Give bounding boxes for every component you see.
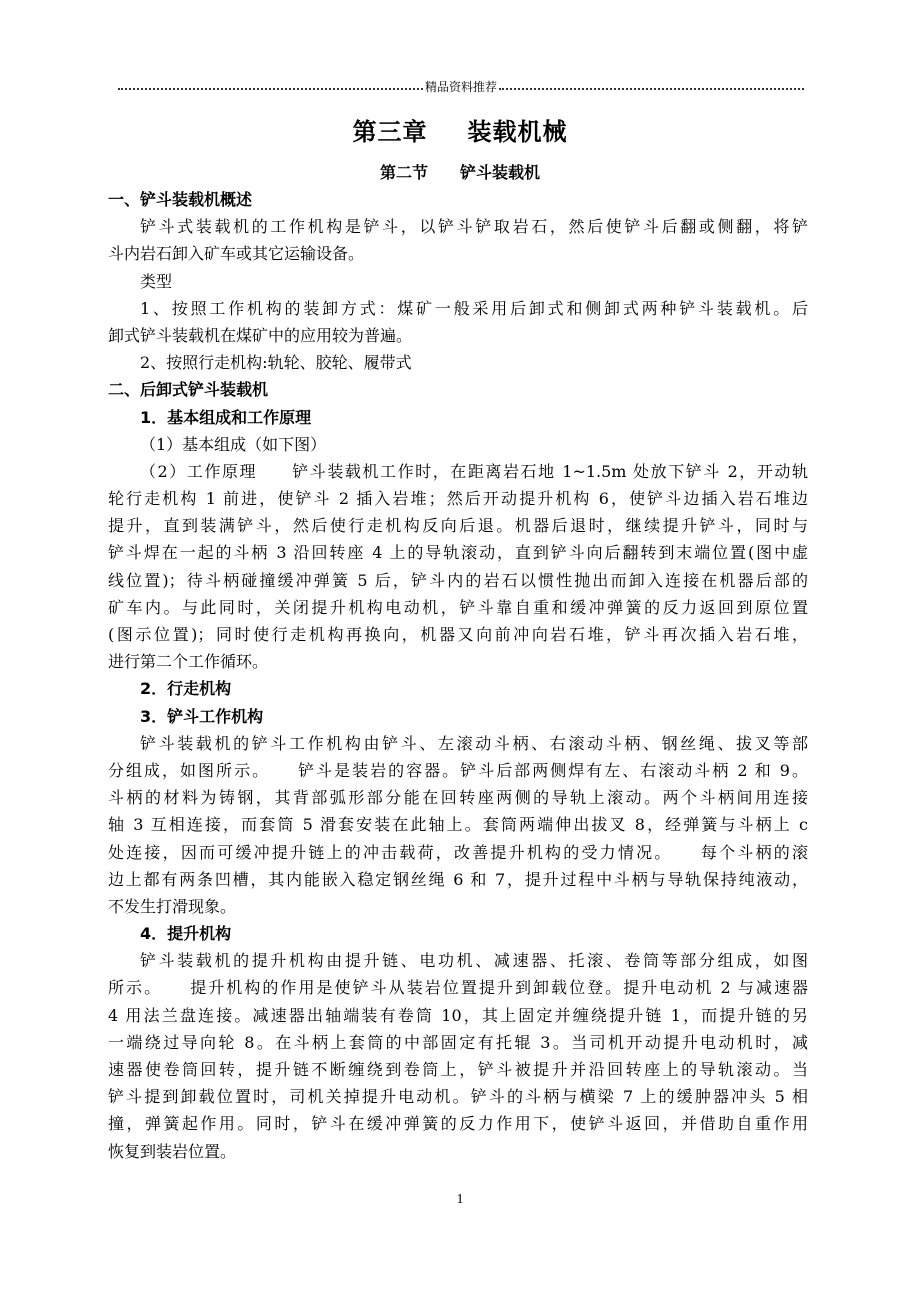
paragraph-line: 铲斗式装载机的工作机构是铲斗，以铲斗铲取岩石，然后使铲斗后翻或侧翻，将铲 <box>140 217 808 237</box>
header-dots-left <box>118 88 423 90</box>
paragraph-line: 速器使卷筒回转，提升链不断缠绕到卷筒上，铲斗被提升并沿回转座上的导轨滚动。当 <box>108 1060 808 1079</box>
paragraph-line: 边上都有两条凹槽，其内能嵌入稳定钢丝绳 6 和 7，提升过程中斗柄与导轨保持纯液动， <box>108 869 808 889</box>
paragraph-line: 轴 3 互相连接，而套筒 5 滑套安装在此轴上。套筒两端伸出拔叉 8，经弹簧与斗柄上 c <box>108 815 808 835</box>
paragraph-line: 4 用法兰盘连接。减速器出轴端装有卷筒 10，其上固定并缠绕提升链 1，而提升链的另 <box>108 1005 808 1025</box>
document-body <box>108 186 808 1165</box>
paragraph-line: 1、按照工作机构的装卸方式：煤矿一般采用后卸式和侧卸式两种铲斗装载机。后 <box>140 298 808 318</box>
paragraph-line: 斗柄的材料为铸钢，其背部弧形部分能在回转座两侧的导轨上滚动。两个斗柄间用连接 <box>108 788 808 808</box>
paragraph-line: 轮行走机构 1 前进，使铲斗 2 插入岩堆；然后开动提升机构 6，使铲斗边插入岩石堆边 <box>108 489 808 509</box>
paragraph-line: 分组成，如图所示。 铲斗是装岩的容器。铲斗后部两侧焊有左、右滚动斗柄 2 和 9。 <box>108 760 808 780</box>
paragraph-line: 不发生打滑现象。 <box>108 896 237 916</box>
page-number: 1 <box>456 1192 464 1207</box>
heading-rear-dump-loader: 二、后卸式铲斗装载机 <box>108 380 269 400</box>
paragraph-line: (图示位置)；同时使行走机构再换向，机器又向前冲向岩石堆，铲斗再次插入岩石堆， <box>108 625 808 644</box>
chapter-name: 装载机械 <box>467 118 568 146</box>
paragraph-line: 类型 <box>140 271 173 291</box>
paragraph-line: 铲斗装载机的提升机构由提升链、电功机、减速器、托滚、卷筒等部分组成，如图 <box>140 951 808 971</box>
section-name: 铲斗装载机 <box>460 163 541 182</box>
paragraph-line: 斗内岩石卸入矿车或其它运输设备。 <box>108 244 365 264</box>
page-header <box>118 77 804 95</box>
paragraph-line: 矿车内。与此同时，关闭提升机构电动机，铲斗靠自重和缓冲弹簧的反力返回到原位置 <box>108 597 808 617</box>
paragraph-line: （2）工作原理 铲斗装载机工作时，在距离岩石地 1~1.5m 处放下铲斗 2，开动轨 <box>140 461 808 481</box>
heading-overview: 一、铲斗装载机概述 <box>108 190 253 209</box>
paragraph-line: 一端绕过导向轮 8。在斗柄上套筒的中部固定有托辊 3。当司机开动提升电动机时，减 <box>108 1032 808 1052</box>
paragraph-line: （1）基本组成（如下图） <box>140 434 327 454</box>
paragraph-line: 铲斗提到卸载位置时，司机关掉提升电动机。铲斗的斗柄与横梁 7 上的缓肿器冲头 5 相 <box>108 1087 808 1107</box>
chapter-number: 第三章 <box>352 118 428 146</box>
paragraph-line: 铲斗焊在一起的斗柄 3 沿回转座 4 上的导轨滚动，直到铲斗向后翻转到末端位置(图中虚 <box>108 543 808 563</box>
paragraph-line: 线位置)；待斗柄碰撞缓冲弹簧 5 后，铲斗内的岩石以惯性抛出而卸入连接在机器后部的 <box>108 570 808 590</box>
paragraph-line: 进行第二个工作循环。 <box>108 652 269 672</box>
subheading-bucket-mechanism: 3．铲斗工作机构 <box>140 706 264 726</box>
section-title <box>0 160 920 183</box>
subheading-hoist-mechanism: 4．提升机构 <box>140 924 232 944</box>
paragraph-line: 恢复到装岩位置。 <box>108 1141 237 1161</box>
paragraph-line: 处连接，因而可缓冲提升链上的冲击载荷，改善提升机构的受力情况。 每个斗柄的滚 <box>108 842 808 862</box>
header-dots-right <box>499 88 804 90</box>
paragraph-line: 提升，直到装满铲斗，然后使行走机构反向后退。机器后退时，继续提升铲斗，同时与 <box>108 516 808 536</box>
subheading-travel-mechanism: 2．行走机构 <box>140 679 232 699</box>
paragraph-line: 2、按照行走机构:轨轮、胶轮、履带式 <box>140 353 412 373</box>
paragraph-line: 撞，弹簧起作用。同时，铲斗在缓冲弹簧的反力作用下，使铲斗返回，并借助自重作用 <box>108 1114 808 1134</box>
paragraph-line: 卸式铲斗装载机在煤矿中的应用较为普遍。 <box>108 325 413 345</box>
chapter-title <box>0 112 920 147</box>
subheading-composition: 1．基本组成和工作原理 <box>140 407 312 427</box>
paragraph-line: 铲斗装载机的铲斗工作机构由铲斗、左滚动斗柄、右滚动斗柄、钢丝绳、拔叉等部 <box>140 733 808 753</box>
paragraph-line: 所示。 提升机构的作用是使铲斗从装岩位置提升到卸载位登。提升电动机 2 与减速器 <box>108 978 808 998</box>
section-number: 第二节 <box>379 163 428 182</box>
header-text: 精品资料推荐 <box>425 79 498 94</box>
